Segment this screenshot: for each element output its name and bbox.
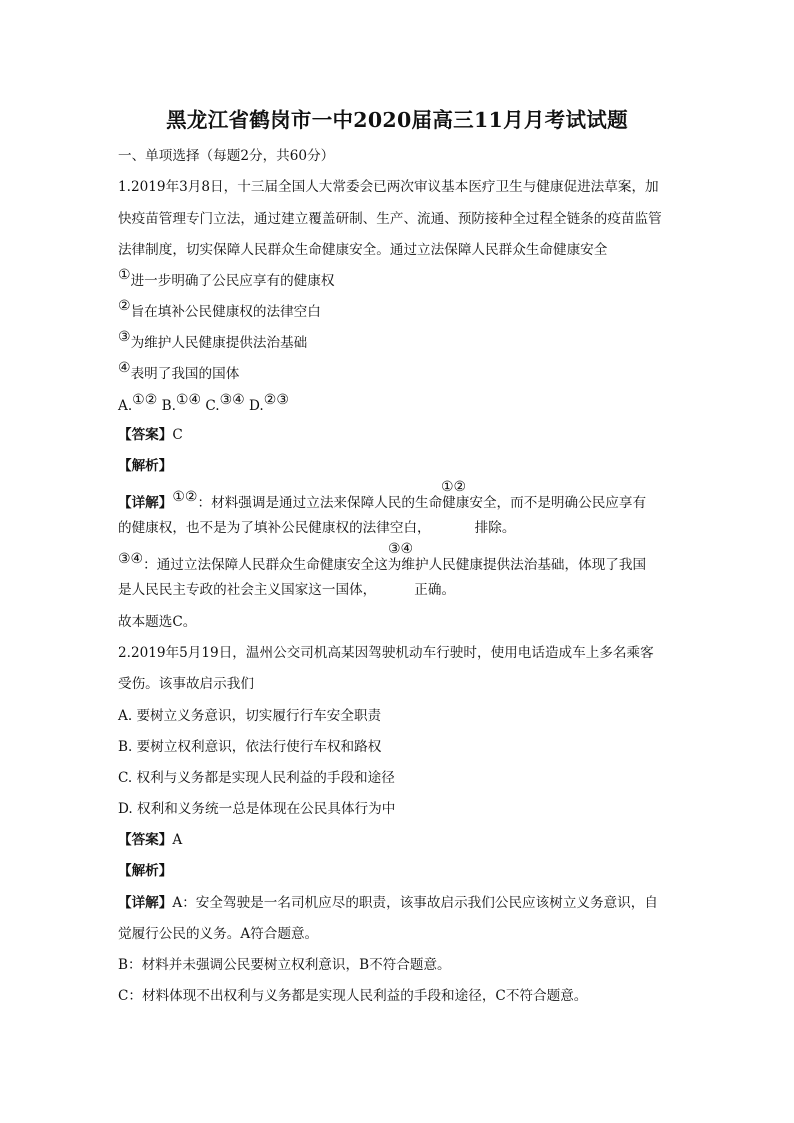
detail-overlay-marks-2: ③④ bbox=[388, 541, 414, 557]
item-text: 表明了我国的国体 bbox=[130, 366, 240, 382]
q1-detail-line-1 bbox=[118, 487, 646, 513]
q2-detail-line-4: C：材料体现不出权利与义务都是实现人民利益的手段和途径，C不符合题意。 bbox=[118, 988, 588, 1004]
choice-c-marks: ③④ bbox=[219, 392, 245, 408]
choice-c-label: C. bbox=[205, 398, 220, 414]
q1-answer bbox=[118, 425, 183, 445]
q1-stem-line-2: 快疫苗管理专门立法，通过建立覆盖研制、生产、流通、预防接种全过程全链条的疫苗监管 bbox=[118, 211, 662, 227]
choice-a-label: A. bbox=[118, 398, 133, 414]
detail-marks: ③④ bbox=[118, 551, 144, 567]
answer-value: C bbox=[172, 427, 183, 443]
detail-text: 排除。 bbox=[474, 520, 516, 536]
choice-b-marks: ①④ bbox=[175, 392, 201, 408]
detail-label: 【详解】 bbox=[118, 895, 173, 911]
q1-detail-line-2 bbox=[118, 518, 515, 538]
q2-analysis-label: 【解析】 bbox=[118, 863, 173, 879]
detail-text: ：通过立法保障人民群众生命健康安全这为维护人民健康提供法治基础，体现了我国 bbox=[143, 557, 647, 573]
answer-label: 【答案】 bbox=[118, 832, 173, 848]
item-text: 进一步明确了公民应享有的健康权 bbox=[130, 273, 335, 289]
item-number-mark: ④ bbox=[118, 360, 131, 376]
detail-label: 【详解】 bbox=[118, 495, 173, 511]
item-number-mark: ② bbox=[118, 298, 131, 314]
choice-b-label: B. bbox=[161, 398, 176, 414]
item-text: 旨在填补公民健康权的法律空白 bbox=[130, 304, 321, 320]
q1-choices bbox=[118, 390, 289, 416]
q1-item-4 bbox=[118, 358, 239, 384]
q2-stem-line-2: 受伤。该事故启示我们 bbox=[118, 676, 254, 692]
choice-d-marks: ②③ bbox=[263, 392, 289, 408]
q1-item-3 bbox=[118, 327, 307, 353]
q1-item-1 bbox=[118, 265, 334, 291]
detail-marks: ①② bbox=[172, 489, 198, 505]
q1-item-2 bbox=[118, 296, 321, 322]
item-number-mark: ① bbox=[118, 267, 131, 283]
q2-detail-line-2: 觉履行公民的义务。A符合题意。 bbox=[118, 926, 319, 942]
item-text: 为维护人民健康提供法治基础 bbox=[130, 335, 308, 351]
q2-option-a: A. 要树立义务意识，切实履行行车安全职责 bbox=[118, 708, 382, 724]
answer-label: 【答案】 bbox=[118, 427, 173, 443]
detail-text: 是人民民主专政的社会主义国家这一国体， bbox=[118, 582, 377, 598]
q2-stem-line-1: 2.2019年5月19日，温州公交司机高某因驾驶机动车行驶时，使用电话造成车上多名乘客 bbox=[118, 645, 654, 661]
detail-overlay-marks-1: ①② bbox=[441, 479, 467, 495]
section-heading: 一、单项选择（每题2分，共60分） bbox=[118, 148, 335, 164]
q1-detail-line-4 bbox=[118, 580, 455, 600]
q1-analysis-label: 【解析】 bbox=[118, 458, 173, 474]
detail-text: 的健康权，也不是为了填补公民健康权的法律空白， bbox=[118, 520, 431, 536]
page-title: 黑龙江省鹤岗市一中2020届高三11月月考试试题 bbox=[166, 108, 628, 132]
q2-option-c: C. 权利与义务都是实现人民利益的手段和途径 bbox=[118, 770, 395, 786]
q1-detail-line-3 bbox=[118, 549, 646, 575]
q2-detail-line-1 bbox=[118, 893, 658, 913]
detail-text: ：材料强调是通过立法来保障人民的生命健康安全，而不是明确公民应享有 bbox=[197, 495, 647, 511]
q2-answer bbox=[118, 830, 182, 850]
q1-stem-line-1: 1.2019年3月8日，十三届全国人大常委会已两次审议基本医疗卫生与健康促进法草案，加 bbox=[118, 179, 659, 195]
item-number-mark: ③ bbox=[118, 329, 131, 345]
q2-detail-line-3: B：材料并未强调公民要树立权利意识，B不符合题意。 bbox=[118, 957, 451, 973]
q1-stem-line-3: 法律制度，切实保障人民群众生命健康安全。通过立法保障人民群众生命健康安全 bbox=[118, 242, 608, 258]
q2-option-d: D. 权利和义务统一总是体现在公民具体行为中 bbox=[118, 801, 396, 817]
detail-text: 正确。 bbox=[414, 582, 456, 598]
choice-d-label: D. bbox=[249, 398, 264, 414]
q1-conclusion: 故本题选C。 bbox=[118, 614, 197, 630]
answer-value: A bbox=[172, 832, 183, 848]
detail-text: A：安全驾驶是一名司机应尽的职责，该事故启示我们公民应该树立义务意识，自 bbox=[172, 895, 658, 911]
choice-a-marks: ①② bbox=[132, 392, 158, 408]
q2-option-b: B. 要树立权利意识，依法行使行车权和路权 bbox=[118, 739, 382, 755]
